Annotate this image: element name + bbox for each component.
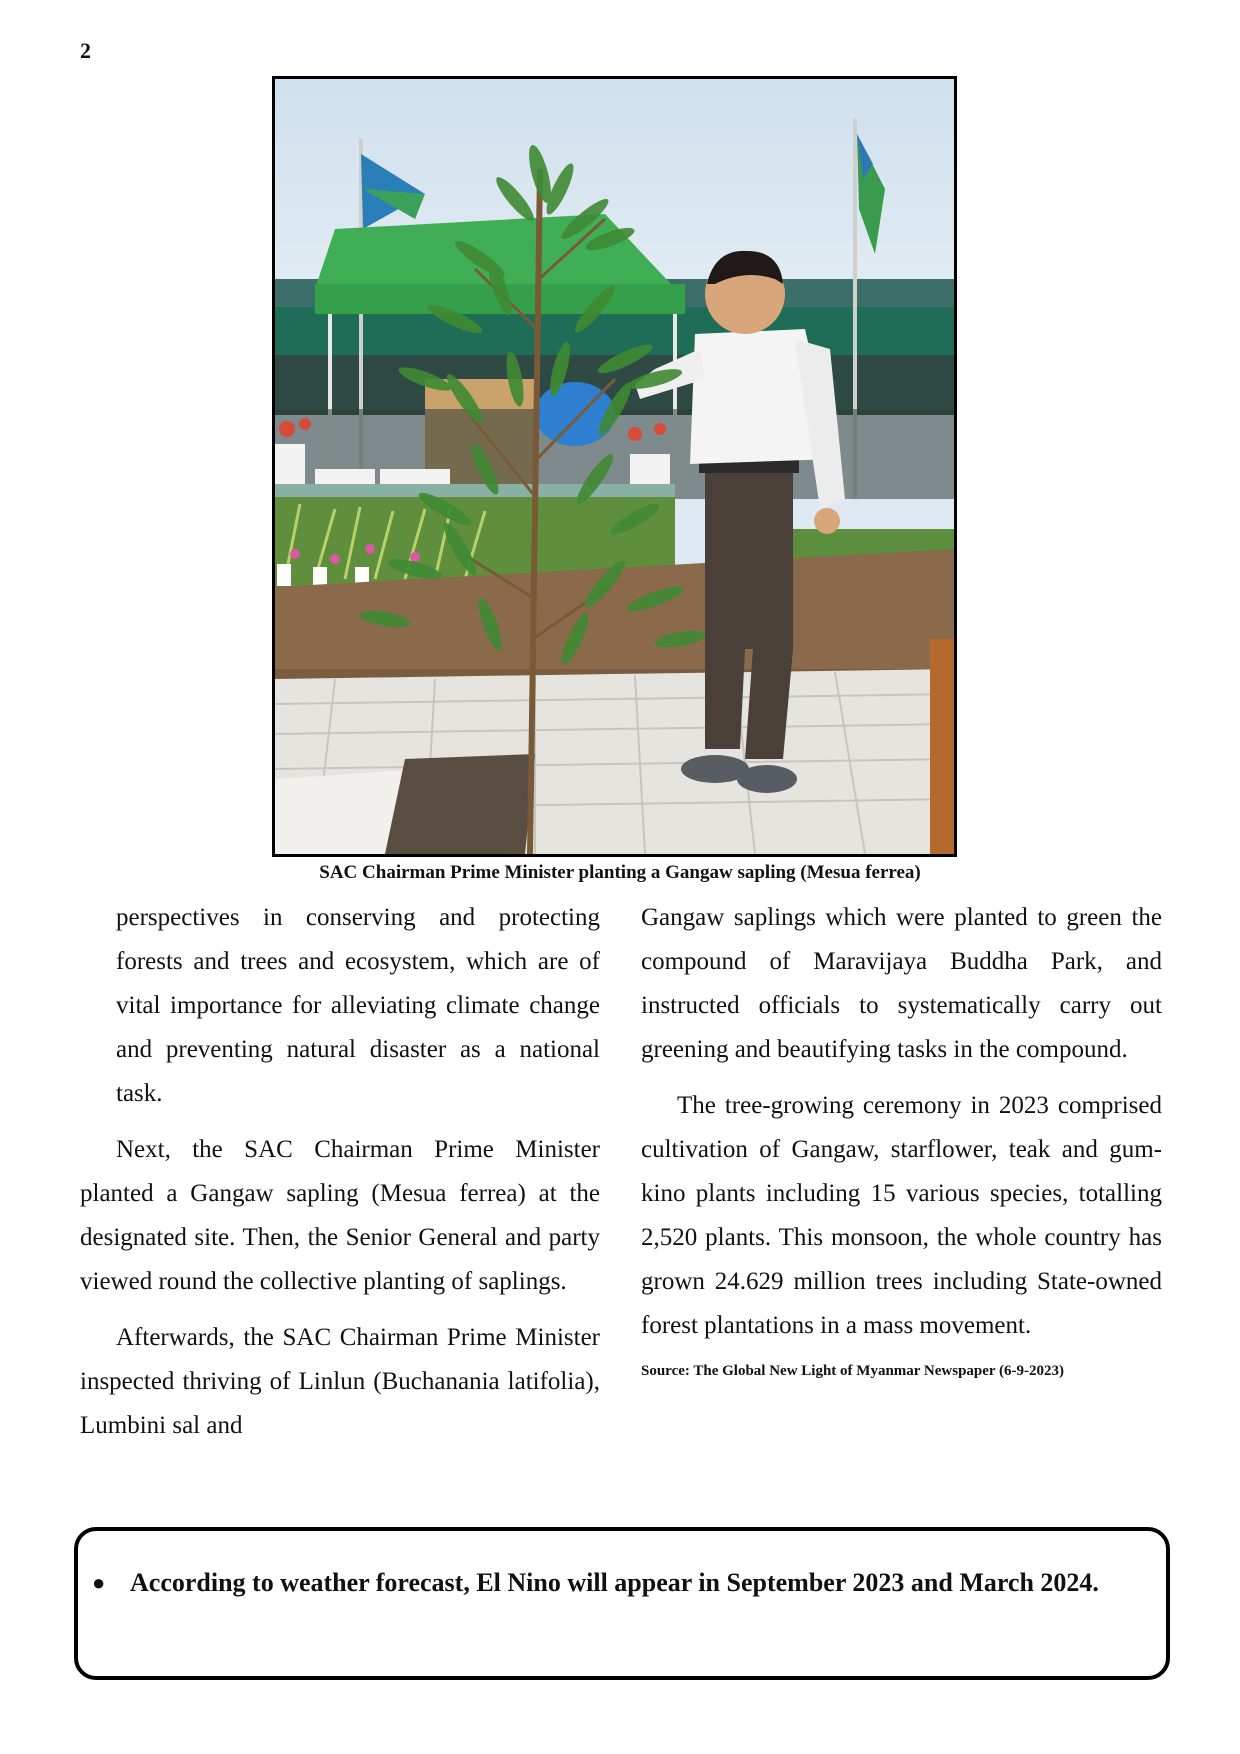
bullet-icon: ● [92,1570,106,1595]
paragraph: Gangaw saplings which were planted to green the compound of Maravijaya Buddha Park, and instructed officials to systematically carry out greening and beautifying tasks in the compound. [641,904,1162,1063]
article-column-right [641,896,1162,1394]
photo-caption: SAC Chairman Prime Minister planting a Gangaw sapling (Mesua ferrea) [319,862,921,883]
el-nino-note-box [74,1527,1170,1680]
page-number: 2 [80,38,91,63]
source-citation: Source: The Global New Light of Myanmar Newspaper (6-9-2023) [641,1363,1065,1379]
article-column-left [80,896,600,1460]
tree-planting-illustration [275,79,954,854]
paragraph: perspectives in conserving and protecting forests and trees and ecosystem, which are of vital importance for alleviating climate change and preventing natural disaster as a national task. [116,904,600,1107]
note-text: According to weather forecast, El Nino will appear in September 2023 and March 2024. [130,1568,1099,1597]
tree-planting-photo [272,76,957,857]
paragraph: Next, the SAC Chairman Prime Minister planted a Gangaw sapling (Mesua ferrea) at the designated site. Then, the Senior General and party viewed round the collective planting of saplings. [80,1136,600,1295]
paragraph: The tree-growing ceremony in 2023 comprised cultivation of Gangaw, starflower, teak and gum-kino plants including 15 various species, totalling 2,520 plants. This monsoon, the whole country has grown 24.629 million trees including State-owned forest plantations in a mass movement. [641,1092,1162,1339]
paragraph: Afterwards, the SAC Chairman Prime Minister inspected thriving of Linlun (Buchanania latifolia), Lumbini sal and [80,1324,600,1439]
